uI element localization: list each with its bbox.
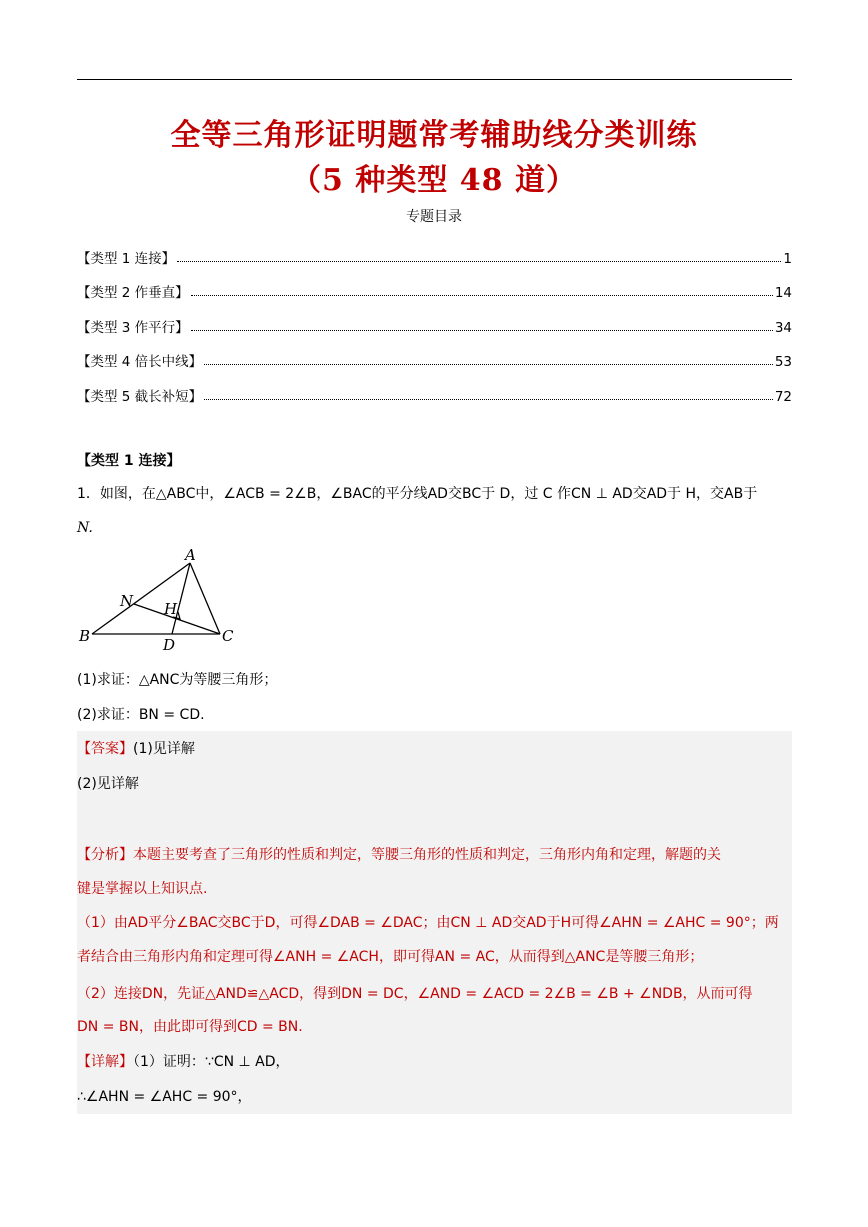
analysis-text: 本题主要考查了三角形的性质和判定，等腰三角形的性质和判定，三角形内角和定理，解题的关 bbox=[133, 847, 721, 863]
label-c: C bbox=[222, 627, 234, 645]
toc-leader bbox=[204, 364, 773, 365]
segment-ac bbox=[190, 563, 220, 634]
answer-tag: 【答案】 bbox=[77, 741, 133, 757]
detail-line-1 bbox=[77, 1052, 792, 1072]
label-n: N bbox=[120, 592, 134, 610]
question-1: (1)求证：△ANC为等腰三角形； bbox=[77, 672, 278, 688]
label-a: A bbox=[185, 548, 196, 564]
problem-stem bbox=[77, 477, 792, 545]
toc-leader bbox=[191, 295, 773, 296]
toc-leader bbox=[177, 261, 781, 262]
answer-line-1 bbox=[77, 739, 792, 759]
problem-stem-line: N. bbox=[77, 520, 93, 536]
triangle-figure bbox=[77, 548, 247, 658]
table-of-contents bbox=[77, 232, 792, 405]
toc-entry-label: 【类型 2 作垂直】 bbox=[77, 285, 189, 301]
section-heading: 【类型 1 连接】 bbox=[77, 453, 181, 469]
problem-stem-line: 1．如图，在△ABC中，∠ACB = 2∠B，∠BAC的平分线AD交BC于 D，过 C 作CN ⊥ AD交AD于 H，交AB于 bbox=[77, 486, 758, 502]
label-d: D bbox=[163, 636, 176, 654]
toc-entry-page: 1 bbox=[783, 250, 792, 267]
answer-line-2: (2)见详解 bbox=[77, 776, 139, 792]
toc-entry-page: 34 bbox=[774, 319, 792, 336]
toc-entry-label: 【类型 1 连接】 bbox=[77, 250, 176, 267]
toc-entry[interactable] bbox=[77, 336, 792, 371]
detail-text: （1）证明：∵CN ⊥ AD， bbox=[133, 1054, 290, 1070]
question-2: (2)求证：BN = CD. bbox=[77, 707, 205, 723]
answer-text: (1)见详解 bbox=[133, 741, 195, 757]
toc-entry-label: 【类型 5 截长补短】 bbox=[77, 388, 203, 405]
analysis-tag: 【分析】 bbox=[77, 847, 133, 863]
toc-leader bbox=[191, 330, 773, 331]
toc-entry-label: 【类型 4 倍长中线】 bbox=[77, 354, 203, 370]
analysis-line-6: DN = BN，由此即可得到CD = BN. bbox=[77, 1019, 303, 1035]
analysis-line-1 bbox=[77, 845, 792, 865]
header-rule bbox=[77, 79, 792, 80]
toc-entry[interactable] bbox=[77, 232, 792, 267]
toc-entry[interactable] bbox=[77, 267, 792, 302]
analysis-line-5: （2）连接DN，先证△AND≌△ACD，得到DN = DC，∠AND = ∠ACD = 2∠B = ∠B + ∠NDB，从而可得 bbox=[77, 986, 753, 1002]
toc-entry-page: 53 bbox=[774, 354, 792, 370]
toc-heading: 专题目录 bbox=[406, 209, 462, 225]
toc-entry-page: 72 bbox=[774, 388, 792, 405]
document-subtitle: （5 种类型 48 道） bbox=[291, 163, 577, 198]
label-h: H bbox=[164, 600, 178, 618]
detail-tag: 【详解】 bbox=[77, 1054, 133, 1070]
toc-entry-page: 14 bbox=[774, 285, 792, 301]
label-b: B bbox=[79, 627, 91, 645]
toc-entry[interactable] bbox=[77, 301, 792, 336]
toc-entry-label: 【类型 3 作平行】 bbox=[77, 319, 189, 336]
toc-leader bbox=[204, 399, 773, 400]
document-title: 全等三角形证明题常考辅助线分类训练 bbox=[170, 118, 698, 153]
analysis-line-3: （1）由AD平分∠BAC交BC于D，可得∠DAB = ∠DAC；由CN ⊥ AD交AD于H可得∠AHN = ∠AHC = 90°；两 bbox=[77, 915, 779, 931]
analysis-line-2: 键是掌握以上知识点. bbox=[77, 881, 208, 897]
toc-entry[interactable] bbox=[77, 370, 792, 405]
analysis-line-4: 者结合由三角形内角和定理可得∠ANH = ∠ACH，即可得AN = AC，从而得到△ANC是等腰三角形； bbox=[77, 949, 704, 965]
detail-line-2: ∴∠AHN = ∠AHC = 90°， bbox=[77, 1089, 252, 1105]
